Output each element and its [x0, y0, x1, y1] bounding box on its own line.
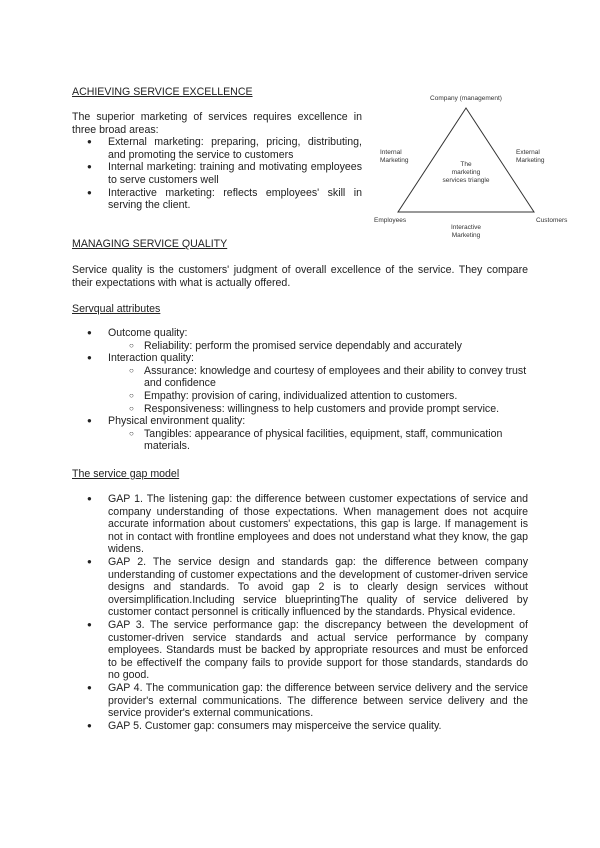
list-item — [72, 352, 528, 415]
gap-list — [72, 493, 528, 732]
list-item — [72, 327, 528, 352]
servqual-label: Physical environment quality: — [108, 415, 246, 428]
list-item: ● External marketing: preparing, pricing, distributing, and promoting the service to customers — [72, 136, 362, 161]
list-item: ○ Reliability: perform the promised service dependably and accurately — [72, 340, 528, 353]
services-triangle-diagram — [370, 90, 580, 245]
servqual-sublist — [108, 365, 528, 415]
list-item: ○ Tangibles: appearance of physical facilities, equipment, staff, communication materials. — [72, 428, 528, 453]
diagram-top-label: Company (management) — [430, 95, 502, 102]
list-item: ● GAP 1. The listening gap: the difference between customer expectations of service and company understanding of those expectations. When management does not acquire accurate information about customers' expectations, this gap is large. If management is not in contact with frontline employees and does not understand what they know, the gap widens. — [72, 493, 528, 556]
servqual-sublist — [108, 340, 528, 353]
section-heading-service-quality: MANAGING SERVICE QUALITY — [72, 238, 228, 250]
servqual-label: Interaction quality: — [108, 352, 194, 365]
intro-paragraph: The superior marketing of services requires excellence in three broad areas: — [72, 111, 362, 136]
list-item: ● GAP 2. The service design and standards gap: the difference between company understanding of customer expectations and the development of customer-driven service designs and standards. To avoid gap 2 is to clearly design services without oversimplification.Including service blueprintingThe quality of service delivered by customer contact personnel is critically influenced by the standards. Physical evidence. — [72, 556, 528, 619]
diagram-bottom-mid-label-1: Interactive — [451, 224, 481, 231]
servqual-heading: Servqual attributes — [72, 303, 161, 315]
servqual-label: Outcome quality: — [108, 327, 188, 339]
servqual-list — [72, 327, 528, 453]
gap-model-heading: The service gap model — [72, 468, 180, 480]
gap-model-block — [72, 493, 528, 732]
diagram-center-label-1: The — [460, 161, 472, 168]
list-item: ● GAP 5. Customer gap: consumers may misperceive the service quality. — [72, 720, 528, 733]
list-item: ● GAP 4. The communication gap: the difference between service delivery and the service provider's external communications. The difference between service delivery and the service provider's external communications. — [72, 682, 528, 720]
section-heading-service-excellence: ACHIEVING SERVICE EXCELLENCE — [72, 86, 253, 98]
diagram-center-label-3: services triangle — [442, 177, 490, 184]
list-item — [72, 415, 528, 453]
service-excellence-block — [72, 111, 362, 212]
service-quality-paragraph: Service quality is the customers' judgment of overall excellence of the service. They compare their expectations with what is actually offered. — [72, 264, 528, 289]
diagram-right-label-2: Marketing — [516, 157, 545, 164]
servqual-sublist — [108, 428, 528, 453]
list-item: ● Interactive marketing: reflects employees' skill in serving the client. — [72, 187, 362, 212]
diagram-bottom-left-label: Employees — [374, 217, 407, 224]
list-item: ○ Empathy: provision of caring, individualized attention to customers. — [72, 390, 528, 403]
list-item: ● GAP 3. The service performance gap: the discrepancy between the development of customer-driven service standards and actual service performance by company employees. Standards must be backed by appropriate resources and must be enforced to be effectiveIf the company fails to provide support for those standards, standards do no good. — [72, 619, 528, 682]
list-item: ● Internal marketing: training and motivating employees to serve customers well — [72, 161, 362, 186]
diagram-left-label-2: Marketing — [380, 157, 409, 164]
diagram-bottom-mid-label-2: Marketing — [451, 232, 481, 239]
diagram-bottom-right-label: Customers — [536, 217, 568, 224]
list-item: ○ Assurance: knowledge and courtesy of employees and their ability to convey trust and confidence — [72, 365, 528, 390]
diagram-left-label-1: Internal — [380, 149, 402, 156]
triangle-shape — [398, 108, 534, 212]
excellence-list — [72, 136, 362, 212]
diagram-center-label-2: marketing — [451, 169, 481, 176]
servqual-block — [72, 327, 528, 453]
list-item: ○ Responsiveness: willingness to help customers and provide prompt service. — [72, 403, 528, 416]
diagram-right-label-1: External — [516, 149, 540, 156]
